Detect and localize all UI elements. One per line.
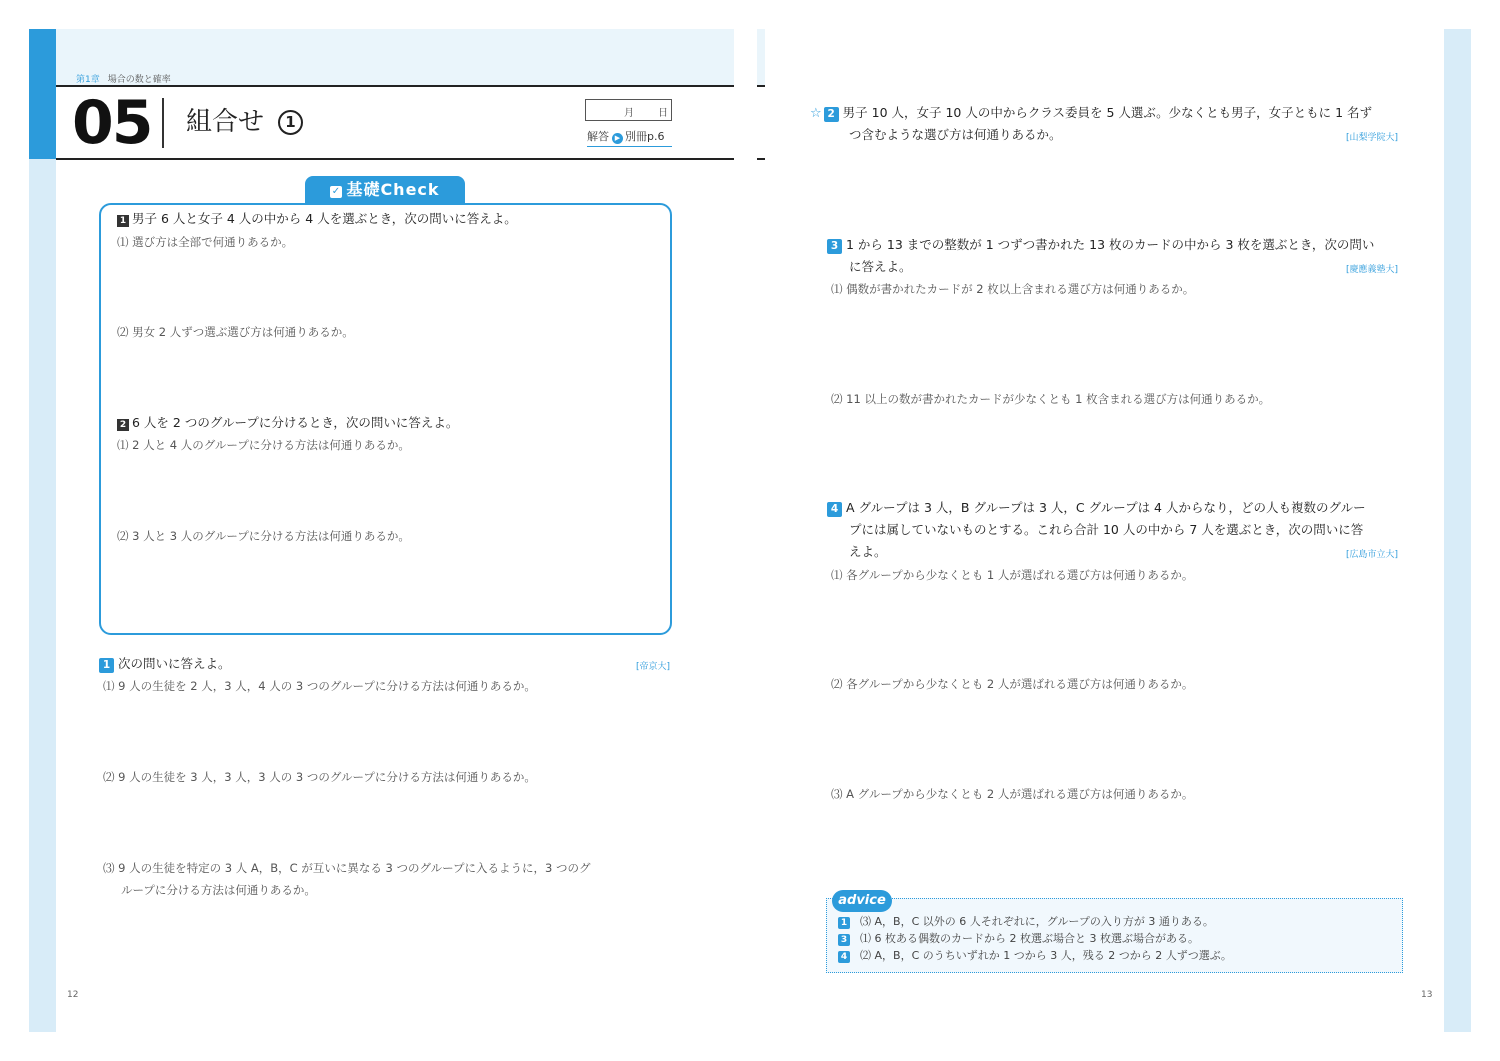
problem-1-sub3-line1: ⑶ 9 人の生徒を特定の 3 人 A，B，C が互いに異なる 3 つのグループに入るように，3 つのグ xyxy=(103,861,591,875)
chapter-number: 第1章 xyxy=(76,75,100,85)
lesson-number: 05 xyxy=(72,88,152,158)
kiso-q2-number: 2 xyxy=(117,419,129,431)
right-page-number: 13 xyxy=(1421,990,1433,1000)
problem-3-line1 xyxy=(827,236,1374,254)
problem-4-source: [広島市立大] xyxy=(1346,550,1399,560)
advice-item-number: 3 xyxy=(838,934,850,946)
answer-label: 解答 xyxy=(587,130,609,143)
date-box[interactable] xyxy=(585,99,672,121)
lesson-part-circle: 1 xyxy=(278,110,303,135)
advice-item xyxy=(838,915,1214,929)
spine-band xyxy=(757,29,765,85)
problem-3-number: 3 xyxy=(827,239,842,254)
kiso-q2-statement: 6 人を 2 つのグループに分けるとき，次の問いに答えよ。 xyxy=(132,415,459,430)
problem-4-sub2: ⑵ 各グループから少なくとも 2 人が選ばれる選び方は何通りあるか。 xyxy=(831,677,1194,691)
advice-item-number: 4 xyxy=(838,951,850,963)
right-margin-strip xyxy=(1444,29,1471,1032)
problem-4-sub3: ⑶ A グループから少なくとも 2 人が選ばれる選び方は何通りあるか。 xyxy=(831,787,1194,801)
problem-1-text xyxy=(99,655,231,673)
left-margin-strip xyxy=(29,29,56,1032)
advice-item xyxy=(838,932,1199,946)
advice-item xyxy=(838,949,1232,963)
problem-2-line1 xyxy=(810,104,1372,123)
advice-item-text: ⑴ 6 枚ある偶数のカードから 2 枚選ぶ場合と 3 枚選ぶ場合がある。 xyxy=(860,932,1199,945)
problem-3-sub2: ⑵ 11 以上の数が書かれたカードが少なくとも 1 枚含まれる選び方は何通りあるか。 xyxy=(831,392,1271,406)
kiso-q1-statement: 男子 6 人と女子 4 人の中から 4 人を選ぶとき，次の問いに答えよ。 xyxy=(132,211,517,226)
problem-2-line2: つ含むような選び方は何通りあるか。 xyxy=(849,127,1062,142)
left-chapter-tab xyxy=(29,29,56,159)
spine-rule-bottom xyxy=(757,158,765,160)
advice-badge: advice xyxy=(832,890,892,912)
kiso-q1-number: 1 xyxy=(117,215,129,227)
chapter-title: 場合の数と確率 xyxy=(107,75,171,85)
kiso-q2-sub1: ⑴ 2 人と 4 人のグループに分ける方法は何通りあるか。 xyxy=(117,438,410,452)
kiso-q2-sub2: ⑵ 3 人と 3 人のグループに分ける方法は何通りあるか。 xyxy=(117,529,410,543)
kiso-q1-sub1: ⑴ 選び方は全部で何通りあるか。 xyxy=(117,235,294,249)
kiso-check-tab xyxy=(305,176,465,204)
problem-2-number: 2 xyxy=(824,107,839,122)
problem-1-sub1: ⑴ 9 人の生徒を 2 人，3 人，4 人の 3 つのグループに分ける方法は何通りあるか。 xyxy=(103,679,536,693)
answer-page-ref: 別冊p.6 xyxy=(625,130,665,143)
problem-1-source: [帝京大] xyxy=(636,662,671,672)
problem-1-sub3-line2: ループに分ける方法は何通りあるか。 xyxy=(121,883,316,897)
problem-1-number: 1 xyxy=(99,658,114,673)
problem-4-line3: えよ。 xyxy=(849,544,887,559)
advice-item-number: 1 xyxy=(838,917,850,929)
problem-1-sub2: ⑵ 9 人の生徒を 3 人，3 人，3 人の 3 つのグループに分ける方法は何通りあるか。 xyxy=(103,770,536,784)
problem-3-line2: に答えよ。 xyxy=(849,259,912,274)
answer-reference xyxy=(587,128,672,147)
header-rule-bottom xyxy=(56,158,734,160)
advice-item-text: ⑶ A，B，C 以外の 6 人それぞれに，グループの入り方が 3 通りある。 xyxy=(860,915,1214,928)
date-day-label: 日 xyxy=(658,108,668,119)
problem-1-statement: 次の問いに答えよ。 xyxy=(118,656,231,671)
kiso-q2-text xyxy=(117,414,458,432)
advice-item-text: ⑵ A，B，C のうちいずれか 1 つから 3 人，残る 2 つから 2 人ずつ選ぶ。 xyxy=(860,949,1232,962)
spine-rule-top xyxy=(757,85,765,87)
left-page-number: 12 xyxy=(67,990,79,1000)
kiso-q1-text xyxy=(117,210,517,228)
problem-4-sub1: ⑴ 各グループから少なくとも 1 人が選ばれる選び方は何通りあるか。 xyxy=(831,568,1194,582)
header-rule-top xyxy=(56,85,734,87)
lesson-title xyxy=(186,104,303,140)
problem-4-text-line1: A グループは 3 人，B グループは 3 人，C グループは 4 人からなり，どの人も複数のグルー xyxy=(846,500,1366,515)
problem-4-number: 4 xyxy=(827,502,842,517)
problem-4-line2: プには属していないものとする。これら合計 10 人の中から 7 人を選ぶとき，次の問いに答 xyxy=(849,522,1364,537)
problem-3-text-line1: 1 から 13 までの整数が 1 つずつ書かれた 13 枚のカードの中から 3 枚を選ぶとき，次の問い xyxy=(846,237,1375,252)
problem-2-source: [山梨学院大] xyxy=(1346,133,1399,143)
chapter-label xyxy=(76,72,171,85)
date-month-label: 月 xyxy=(624,108,634,119)
lesson-separator xyxy=(162,98,164,148)
kiso-check-label: 基礎Check xyxy=(346,180,440,199)
star-icon: ☆ xyxy=(810,106,822,121)
problem-3-sub1: ⑴ 偶数が書かれたカードが 2 枚以上含まれる選び方は何通りあるか。 xyxy=(831,282,1195,296)
problem-4-line1 xyxy=(827,499,1366,517)
arrow-right-icon: ▶ xyxy=(612,133,623,144)
lesson-title-text: 組合せ xyxy=(186,107,265,137)
problem-3-source: [慶應義塾大] xyxy=(1346,265,1399,275)
checkbox-icon: ✓ xyxy=(331,186,342,197)
kiso-q1-sub2: ⑵ 男女 2 人ずつ選ぶ選び方は何通りあるか。 xyxy=(117,325,354,339)
problem-2-text-line1: 男子 10 人，女子 10 人の中からクラス委員を 5 人選ぶ。少なくとも男子，女子ともに 1 名ず xyxy=(842,105,1373,120)
